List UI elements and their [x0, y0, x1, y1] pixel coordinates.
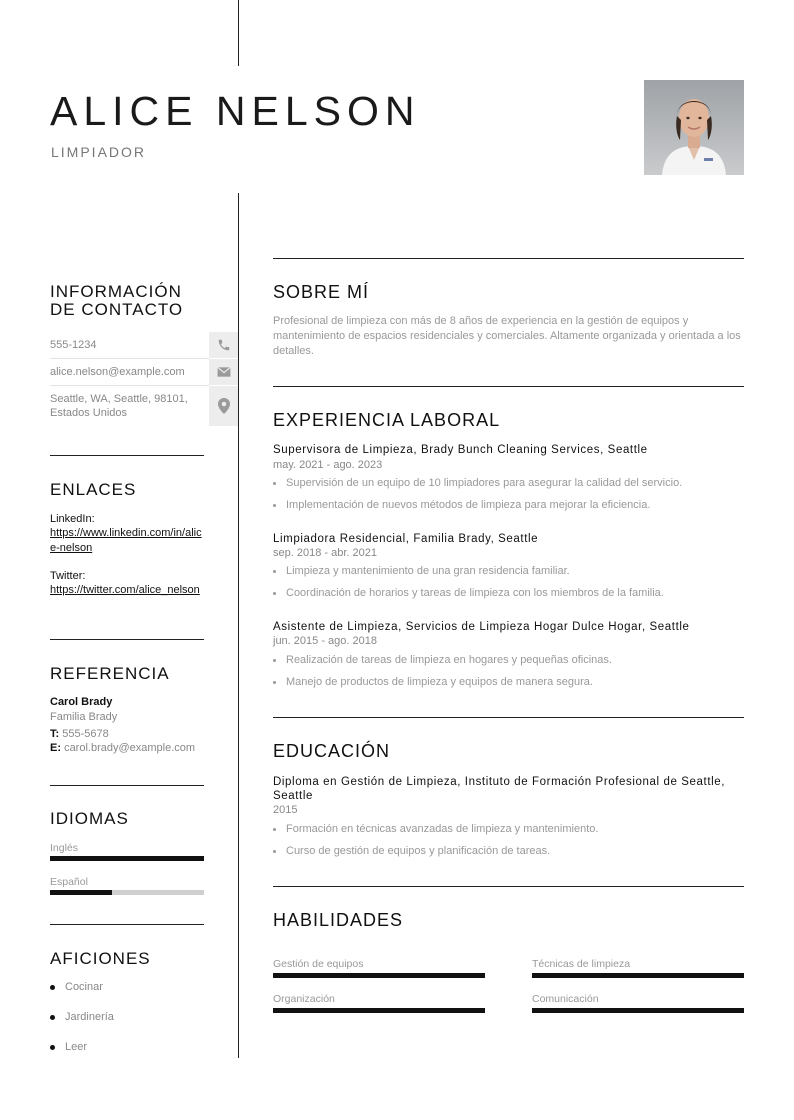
reference-heading: REFERENCIA: [50, 664, 170, 683]
job-title: Supervisora de Limpieza, Brady Bunch Cleaning Services, Seattle: [273, 444, 648, 456]
top-divider-line: [238, 0, 239, 66]
reference-phone-label: T:: [50, 728, 60, 740]
reference-email-label: E:: [50, 742, 61, 754]
skill-level-bar: [532, 1008, 744, 1013]
candidate-title: LIMPIADOR: [51, 144, 147, 160]
bullet-dot: [50, 1045, 55, 1050]
job-bullet: [273, 565, 744, 577]
job-bullet-text: Limpieza y mantenimiento de una gran residencia familiar.: [286, 565, 570, 577]
hobby-label: Cocinar: [65, 981, 103, 993]
linkedin-link[interactable]: https://www.linkedin.com/in/alice-nelson: [50, 527, 202, 554]
contact-separator: [50, 358, 209, 359]
map-pin-icon: [218, 398, 230, 414]
job-bullet-text: Implementación de nuevos métodos de limpieza para mejorar la eficiencia.: [286, 499, 651, 511]
bullet-dot: [50, 985, 55, 990]
experience-heading: EXPERIENCIA LABORAL: [273, 410, 501, 430]
skill-level-bar: [273, 973, 485, 978]
section-rule: [273, 258, 744, 259]
bullet-dot: [273, 592, 276, 595]
skill-name: Comunicación: [532, 993, 599, 1005]
hobby-label: Jardinería: [65, 1011, 114, 1023]
job-bullet: [273, 587, 744, 599]
skill-name: Organización: [273, 993, 335, 1005]
education-bullet-text: Formación en técnicas avanzadas de limpieza y mantenimiento.: [286, 823, 599, 835]
bullet-dot: [273, 828, 276, 831]
job-title: Asistente de Limpieza, Servicios de Limpieza Hogar Dulce Hogar, Seattle: [273, 621, 690, 633]
skill-level-bar: [532, 973, 744, 978]
language-level-bar: [50, 890, 204, 895]
skill-level-bar: [273, 1008, 485, 1013]
phone-icon: [217, 338, 231, 352]
language-level-fill: [50, 890, 112, 895]
about-text: Profesional de limpieza con más de 8 años de experiencia en la gestión de equipos y mantenimiento de espacios residenciales y comerciales. Altamente organizada y orientada a los detalles.: [273, 315, 741, 357]
bullet-dot: [273, 681, 276, 684]
twitter-label: Twitter:: [50, 570, 86, 582]
envelope-icon: [217, 366, 231, 378]
reference-name: Carol Brady: [50, 696, 113, 708]
language-level-fill: [50, 856, 204, 861]
reference-phone-line: [50, 728, 109, 740]
hobby-item: [50, 1011, 114, 1023]
job-date: sep. 2018 - abr. 2021: [273, 547, 377, 559]
sidebar-rule: [50, 785, 204, 786]
job-bullet-text: Coordinación de horarios y tareas de limpieza con los miembros de la familia.: [286, 587, 664, 599]
job-bullet: [273, 499, 744, 511]
job-bullet: [273, 654, 744, 666]
section-rule: [273, 386, 744, 387]
twitter-link[interactable]: https://twitter.com/alice_nelson: [50, 584, 200, 596]
job-bullet: [273, 477, 744, 489]
education-title: Diploma en Gestión de Limpieza, Instituto de Formación Profesional de Seattle, Seattle: [273, 776, 726, 802]
education-bullet: [273, 845, 744, 857]
job-title: Limpiadora Residencial, Familia Brady, Seattle: [273, 533, 539, 545]
bullet-dot: [50, 1015, 55, 1020]
bullet-dot: [273, 482, 276, 485]
job-bullet-text: Supervisión de un equipo de 10 limpiadores para asegurar la calidad del servicio.: [286, 477, 683, 489]
column-divider-line: [238, 193, 239, 1058]
reference-email[interactable]: carol.brady@example.com: [64, 742, 196, 754]
hobbies-heading: AFICIONES: [50, 949, 151, 968]
bullet-dot: [273, 504, 276, 507]
skills-heading: HABILIDADES: [273, 910, 404, 930]
contact-address: Seattle, WA, Seattle, 98101, Estados Unidos: [50, 393, 188, 419]
links-heading: ENLACES: [50, 480, 137, 499]
education-bullet-text: Curso de gestión de equipos y planificación de tareas.: [286, 845, 551, 857]
skill-name: Técnicas de limpieza: [532, 958, 631, 970]
job-bullet-text: Manejo de productos de limpieza y equipos de manera segura.: [286, 676, 593, 688]
sidebar-rule: [50, 924, 204, 925]
contact-address-icon-box: [209, 386, 238, 426]
bullet-dot: [273, 659, 276, 662]
job-date: may. 2021 - ago. 2023: [273, 459, 383, 471]
education-heading: EDUCACIÓN: [273, 741, 391, 761]
hobby-label: Leer: [65, 1041, 88, 1053]
profile-photo: [644, 80, 744, 175]
contact-heading: INFORMACIÓN DE CONTACTO: [50, 282, 184, 319]
sidebar-rule: [50, 639, 204, 640]
language-name: Español: [50, 876, 88, 888]
reference-phone[interactable]: 555-5678: [62, 728, 109, 740]
sidebar-rule: [50, 455, 204, 456]
bullet-dot: [273, 850, 276, 853]
language-name: Inglés: [50, 842, 79, 854]
bullet-dot: [273, 570, 276, 573]
language-level-bar: [50, 856, 204, 861]
job-bullet-text: Realización de tareas de limpieza en hogares y pequeñas oficinas.: [286, 654, 612, 666]
hobby-item: [50, 1041, 87, 1053]
contact-email-icon-box: [209, 359, 238, 385]
contact-email[interactable]: alice.nelson@example.com: [50, 366, 185, 378]
hobby-item: [50, 981, 103, 993]
reference-email-line: [50, 742, 195, 754]
contact-separator: [50, 385, 209, 386]
education-bullet: [273, 823, 744, 835]
section-rule: [273, 886, 744, 887]
candidate-name: ALICE NELSON: [50, 88, 421, 134]
reference-company: Familia Brady: [50, 711, 118, 723]
section-rule: [273, 717, 744, 718]
skill-name: Gestión de equipos: [273, 958, 364, 970]
contact-phone-icon-box: [209, 332, 238, 358]
contact-phone[interactable]: 555-1234: [50, 339, 97, 351]
languages-heading: IDIOMAS: [50, 809, 129, 828]
education-date: 2015: [273, 804, 298, 816]
job-bullet: [273, 676, 744, 688]
about-heading: SOBRE MÍ: [273, 282, 370, 302]
job-date: jun. 2015 - ago. 2018: [273, 635, 377, 647]
linkedin-label: LinkedIn:: [50, 513, 95, 525]
